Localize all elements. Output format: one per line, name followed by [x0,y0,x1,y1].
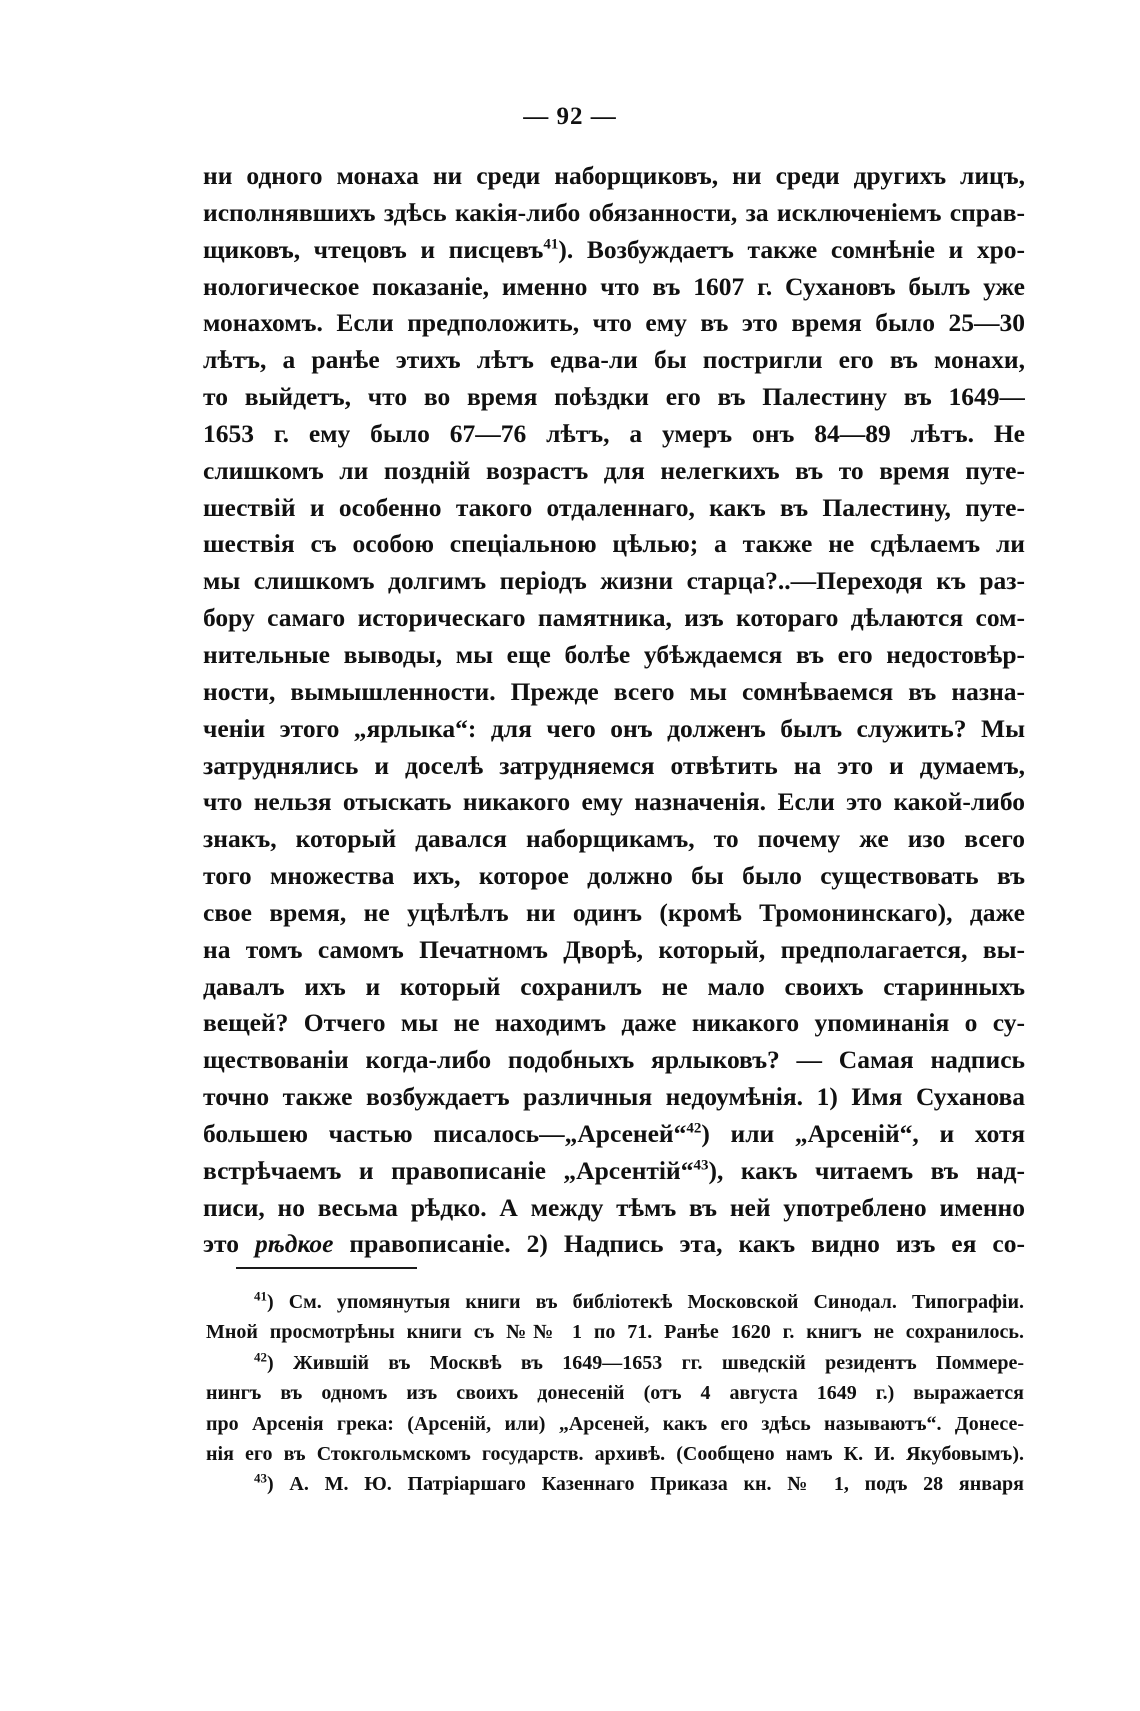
text-line [203,1153,1025,1190]
text-line [203,1226,1025,1263]
footnote [206,1348,1024,1470]
text-line-content: точно также возбуждаетъ различныя недоумѣнія. 1) Имя Суханова [203,1082,1025,1112]
text-line-content: исполнявшихъ здѣсь какія-либо обязанности, за исключеніемъ справ- [203,197,1025,227]
footnote-text: нингъ въ одномъ изъ своихъ донесеній (отъ 4 августа 1649 г.) выражается [206,1382,1024,1405]
text-line-content: писи, но весьма рѣдко. А между тѣмъ въ ней употреблено именно [203,1192,1025,1222]
emphasized-word: рѣдкое [254,1229,334,1259]
text-line [203,1116,1025,1153]
footnote-text: Мной просмотрѣны книги съ №№ 1 по 71. Ранѣе 1620 г. книгъ не сохранилось. [206,1321,1024,1344]
text-line [203,490,1025,527]
text-line [203,1042,1025,1079]
text-line [203,858,1025,895]
footnote-text: про Арсенія грека: (Арсеній, или) „Арсеней, какъ его здѣсь называютъ“. Донесе- [206,1412,1024,1435]
text-line-content: шествія съ особою спеціальною цѣлью; а также не сдѣлаемъ ли [203,529,1025,559]
text-line-content: щиковъ, чтецовъ и писцевъ [203,234,544,264]
footnote-number: 41 [254,1288,267,1304]
text-line-content: свое время, не уцѣлѣлъ ни одинъ (кромѣ Тромонинскаго), даже [203,897,1025,927]
text-line-continuation: ), какъ читаемъ въ над- [708,1155,1025,1185]
text-line-content: бору самаго историческаго памятника, изъ котораго дѣлаются сом- [203,603,1025,633]
footnote-number: 42 [254,1349,267,1365]
footnote-text: ) См. упомянутыя книги въ библіотекѣ Московской Синодал. Типографіи. [267,1291,1024,1313]
text-line [203,1190,1025,1227]
text-line [203,784,1025,821]
text-line-content: что нельзя отыскать никакого ему назначенія. Если это какой-либо [203,787,1025,817]
text-line-content: того множества ихъ, которое должно бы было существовать въ [203,861,1025,891]
footnote-divider [236,1267,417,1269]
text-line-content: лѣтъ, а ранѣе этихъ лѣтъ едва-ли бы постригли его въ монахи, [203,345,1025,375]
footnote-line [206,1439,1024,1469]
text-line-content: ществованіи когда-либо подобныхъ ярлыковъ? — Самая надпись [203,1045,1025,1075]
text-line [203,932,1025,969]
text-line [203,821,1025,858]
footnote-text: ) Жившій въ Москвѣ въ 1649—1653 гг. шведскій резидентъ Поммере- [267,1351,1024,1374]
text-line [203,526,1025,563]
text-line-content: ности, вымышленности. Прежде всего мы сомнѣваемся въ назна- [203,676,1025,706]
text-line [203,1079,1025,1116]
text-line [203,232,1025,269]
text-line-content: ченіи этого „ярлыка“: для чего онъ долженъ былъ служить? Мы [203,713,1025,743]
text-line-content: затруднялись и доселѣ затрудняемся отвѣтить на это и думаемъ, [203,750,1025,780]
footnotes [206,1287,1024,1500]
footnote-text: нія его въ Стокгольмскомъ государств. архивѣ. (Сообщено намъ К. И. Якубовымъ). [206,1442,1024,1465]
text-line-content: вещей? Отчего мы не находимъ даже никакого упоминанія о су- [203,1008,1025,1038]
text-line [203,416,1025,453]
text-line-content: нительные выводы, мы еще болѣе убѣждаемся въ его недостовѣр- [203,639,1025,669]
main-text [203,158,1025,1263]
text-line [203,563,1025,600]
footnote-line [206,1469,1024,1499]
text-line [203,158,1025,195]
text-line [203,1005,1025,1042]
footnote [206,1287,1024,1348]
text-line [203,453,1025,490]
footnote-line [206,1348,1024,1378]
text-line [203,379,1025,416]
text-line [203,305,1025,342]
text-line [203,969,1025,1006]
text-line [203,711,1025,748]
text-line [203,895,1025,932]
footnote-ref[interactable]: 43 [693,1157,709,1174]
text-line-content: нологическое показаніе, именно что въ 1607 г. Сухановъ былъ уже [203,271,1025,301]
page-number: — 92 — [523,103,617,130]
text-line-content: монахомъ. Если предположить, что ему въ это время было 25—30 [203,308,1025,338]
text-line-content: мы слишкомъ долгимъ періодъ жизни старца?..—Переходя къ раз- [203,566,1025,596]
text-line [203,748,1025,785]
text-line [203,637,1025,674]
text-line-content: 1653 г. ему было 67—76 лѣтъ, а умеръ онъ 84—89 лѣтъ. Не [203,418,1025,448]
footnote-line [206,1317,1024,1347]
text-line-content: давалъ ихъ и который сохранилъ не мало своихъ старинныхъ [203,971,1025,1001]
footnote-ref[interactable]: 42 [686,1120,702,1137]
text-line [203,342,1025,379]
text-line-content: это [203,1229,255,1259]
footnote-ref[interactable]: 41 [543,236,559,253]
text-line [203,195,1025,232]
text-line [203,600,1025,637]
text-line-continuation: ). Возбуждаетъ также сомнѣніе и хро- [558,234,1025,264]
text-line-content: ни одного монаха ни среди наборщиковъ, ни среди другихъ лицъ, [203,161,1025,190]
footnote-line [206,1409,1024,1439]
footnote-line [206,1378,1024,1408]
footnote [206,1469,1024,1499]
text-line-continuation: ) или „Арсеній“, и хотя [701,1118,1025,1148]
footnote-number: 43 [254,1470,267,1486]
text-line-continuation: правописаніе. 2) Надпись эта, какъ видно изъ ея со- [333,1229,1025,1259]
text-line [203,674,1025,711]
footnote-text: ) А. М. Ю. Патріаршаго Казеннаго Приказа кн. № 1, подъ 28 января [267,1473,1024,1496]
footnote-line [206,1287,1024,1317]
text-line-content: шествій и особенно такого отдаленнаго, какъ въ Палестину, путе- [203,492,1025,522]
text-line-content: большею частью писалось—„Арсеней“ [203,1118,687,1148]
text-line-content: встрѣчаемъ и правописаніе „Арсентій“ [203,1155,694,1185]
text-line-content: слишкомъ ли поздній возрастъ для нелегкихъ въ то время путе- [203,455,1025,485]
text-line-content: на томъ самомъ Печатномъ Дворѣ, который, предполагается, вы- [203,934,1025,964]
text-line-content: знакъ, который давался наборщикамъ, то почему же изо всего [203,824,1025,854]
text-line-content: то выйдетъ, что во время поѣздки его въ Палестину въ 1649— [203,382,1025,412]
text-line [203,269,1025,306]
